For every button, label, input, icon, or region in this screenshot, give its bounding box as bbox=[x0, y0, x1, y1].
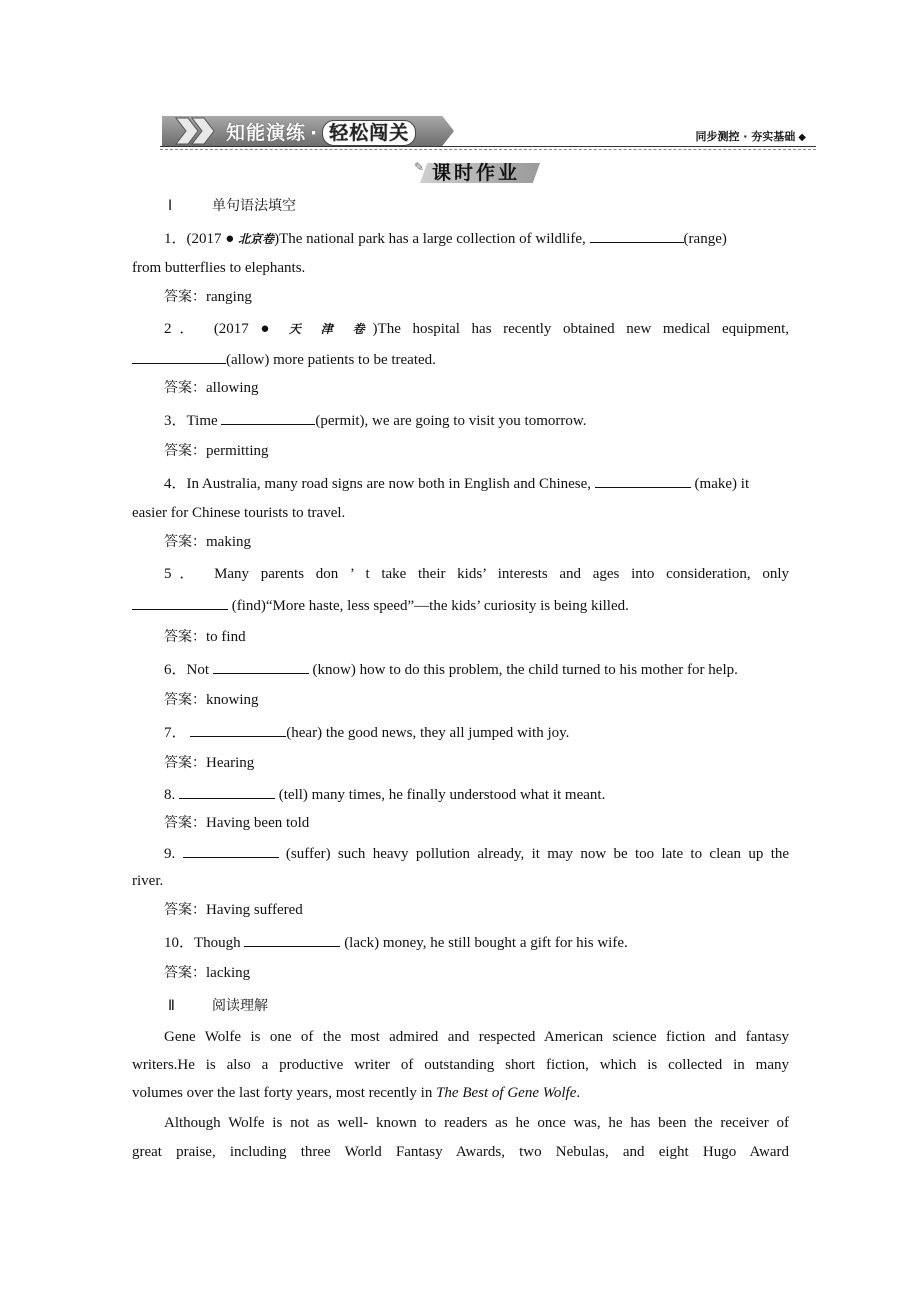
answer-text: knowing bbox=[206, 692, 259, 708]
q5-hint: (find)“More haste, less speed”—the kids’ curiosity is being killed. bbox=[231, 598, 629, 614]
q1-source: 北京卷 bbox=[238, 232, 275, 246]
answer-label: 答案： bbox=[164, 755, 206, 771]
answer-label: 答案： bbox=[164, 534, 206, 550]
header-rule-dashed bbox=[160, 149, 816, 150]
q2-source: 天 津 卷 bbox=[288, 322, 373, 336]
banner-title bbox=[226, 118, 416, 146]
q6-text: Not bbox=[186, 662, 210, 678]
q5-num: 5． bbox=[164, 566, 203, 582]
q10-hint: (lack) money, he still bought a gift for his wife. bbox=[344, 935, 628, 951]
header-rule bbox=[160, 146, 816, 147]
q5-line2 bbox=[132, 595, 629, 616]
answer-text: making bbox=[206, 534, 251, 550]
answer-text: Having been told bbox=[206, 815, 310, 831]
q4-hint: (make) it bbox=[694, 476, 750, 492]
q1-src-year: (2017 ● bbox=[186, 231, 239, 247]
q10-text: Though bbox=[194, 935, 241, 951]
q6-blank bbox=[213, 659, 309, 674]
q1-hint: (range) bbox=[683, 231, 727, 247]
q7-blank bbox=[190, 722, 286, 737]
answer-label: 答案： bbox=[164, 815, 206, 831]
answer-label: 答案： bbox=[164, 443, 206, 459]
section-title-text: 课时作业 bbox=[432, 162, 521, 184]
passage-p1-line3-text: volumes over the last forty years, most recently in bbox=[132, 1085, 437, 1101]
answer-text: allowing bbox=[206, 380, 259, 396]
q4-blank bbox=[595, 473, 691, 488]
q6-num: 6． bbox=[164, 662, 187, 678]
q9-answer bbox=[164, 900, 303, 920]
q7-hint: (hear) the good news, they all jumped with joy. bbox=[286, 725, 570, 741]
part1-title: 单句语法填空 bbox=[212, 198, 296, 214]
question-5 bbox=[164, 564, 789, 584]
q4-answer bbox=[164, 532, 251, 552]
passage-p1-line3-end: . bbox=[576, 1085, 581, 1101]
question-7 bbox=[164, 722, 569, 743]
q3-text: Time bbox=[186, 413, 218, 429]
q9-blank bbox=[183, 843, 279, 858]
double-chevron-icon bbox=[174, 116, 218, 146]
q2-text: )The hospital has recently obtained new medical equipment, bbox=[372, 321, 790, 337]
answer-label: 答案： bbox=[164, 289, 206, 305]
q5-blank bbox=[132, 595, 228, 610]
answer-text: lacking bbox=[206, 965, 251, 981]
passage-p1-line1: Gene Wolfe is one of the most admired and respected American science fiction and fantasy bbox=[164, 1029, 789, 1045]
q7-num: 7． bbox=[164, 725, 187, 741]
q3-num: 3． bbox=[164, 413, 187, 429]
q10-answer bbox=[164, 963, 250, 983]
q8-num: 8. bbox=[164, 787, 176, 803]
section-title bbox=[414, 156, 540, 186]
question-2 bbox=[164, 319, 789, 339]
q8-blank bbox=[179, 784, 275, 799]
q9-num: 9. bbox=[164, 846, 176, 862]
banner-dot: · bbox=[310, 122, 319, 144]
q6-answer bbox=[164, 690, 259, 710]
q10-num: 10． bbox=[164, 935, 195, 951]
answer-label: 答案： bbox=[164, 692, 206, 708]
q6-hint: (know) how to do this problem, the child turned to his mother for help. bbox=[312, 662, 738, 678]
q4-text: In Australia, many road signs are now both in English and Chinese, bbox=[186, 476, 592, 492]
part2-title: 阅读理解 bbox=[212, 998, 268, 1014]
q5-text: Many parents don ’ t take their kids’ interests and ages into consideration, only bbox=[214, 566, 789, 582]
diamond-icon: ◆ bbox=[798, 132, 806, 143]
answer-text: permitting bbox=[206, 443, 269, 459]
q4-line2: easier for Chinese tourists to travel. bbox=[132, 505, 346, 521]
q7-answer bbox=[164, 753, 254, 773]
question-10 bbox=[164, 932, 628, 953]
q1-line2: from butterflies to elephants. bbox=[132, 260, 306, 276]
book-title: The Best of Gene Wolfe bbox=[436, 1085, 577, 1101]
header-right-text: 同步测控 · 夯实基础 bbox=[695, 130, 796, 143]
q8-answer bbox=[164, 813, 309, 833]
q9-line2: river. bbox=[132, 873, 164, 889]
answer-text: ranging bbox=[206, 289, 252, 305]
answer-label: 答案： bbox=[164, 902, 206, 918]
q3-blank bbox=[221, 410, 315, 425]
question-6 bbox=[164, 659, 738, 680]
banner-main: 知能演练 bbox=[226, 122, 307, 144]
q8-hint: (tell) many times, he finally understood what it meant. bbox=[278, 787, 606, 803]
q4-num: 4． bbox=[164, 476, 187, 492]
q2-line2 bbox=[132, 349, 436, 370]
answer-text: to find bbox=[206, 629, 246, 645]
answer-label: 答案： bbox=[164, 629, 206, 645]
passage-p1-line3 bbox=[132, 1083, 580, 1103]
pen-icon: ✎ bbox=[414, 160, 425, 174]
q1-blank bbox=[590, 228, 684, 243]
answer-label: 答案： bbox=[164, 965, 206, 981]
part1-roman: Ⅰ bbox=[168, 198, 173, 214]
q9-hint: (suffer) such heavy pollution already, it may now be too late to clean up the bbox=[285, 846, 790, 862]
part2-roman: Ⅱ bbox=[168, 998, 175, 1014]
q2-hint: (allow) more patients to be treated. bbox=[226, 352, 436, 368]
q2-blank bbox=[132, 349, 226, 364]
question-9 bbox=[164, 843, 789, 864]
passage-p2-line2: great praise, including three World Fantasy Awards, two Nebulas, and eight Hugo Award bbox=[132, 1144, 789, 1160]
header-right-label bbox=[695, 128, 806, 144]
passage-p2-line1: Although Wolfe is not as well‑ known to readers as he once was, he has been the receiver of bbox=[164, 1115, 789, 1131]
q5-answer bbox=[164, 627, 246, 647]
q3-answer bbox=[164, 441, 269, 461]
answer-text: Hearing bbox=[206, 755, 255, 771]
answer-text: Having suffered bbox=[206, 902, 303, 918]
q3-hint: (permit), we are going to visit you tomorrow. bbox=[315, 413, 587, 429]
q1-num: 1． bbox=[164, 231, 187, 247]
question-1 bbox=[164, 228, 727, 249]
passage-p1-line2: writers.He is also a productive writer of outstanding short fiction, which is collected in many bbox=[132, 1057, 789, 1073]
answer-label: 答案： bbox=[164, 380, 206, 396]
q2-src-year: (2017 ● bbox=[213, 321, 289, 337]
page-header bbox=[160, 114, 816, 154]
q2-answer bbox=[164, 378, 259, 398]
q1-answer bbox=[164, 287, 252, 307]
banner-highlight: 轻松闯关 bbox=[322, 120, 416, 146]
question-3 bbox=[164, 410, 586, 431]
q10-blank bbox=[244, 932, 340, 947]
question-4 bbox=[164, 473, 749, 494]
question-8 bbox=[164, 784, 605, 805]
q1-text: )The national park has a large collection of wildlife, bbox=[274, 231, 586, 247]
q2-num: 2． bbox=[164, 321, 203, 337]
